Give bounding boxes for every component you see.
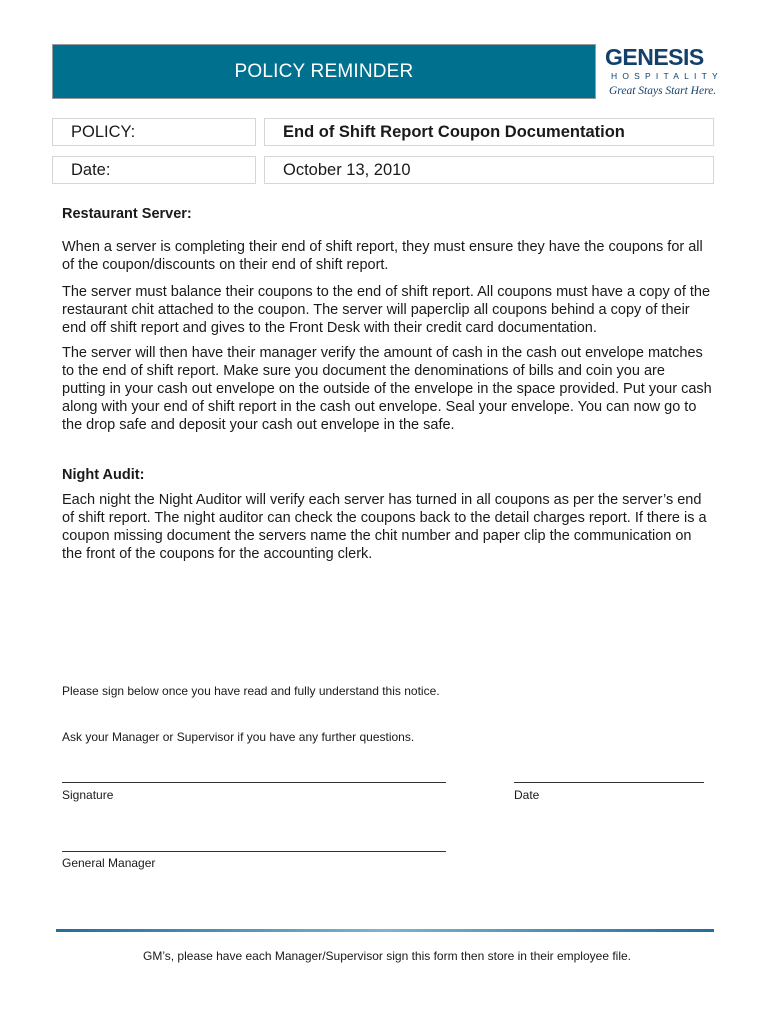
date-value: October 13, 2010 (283, 161, 411, 179)
restaurant-server-paragraph-1: When a server is completing their end of shift report, they must ensure they have the coupons for all of the coupon/discounts on their end of shift report. (62, 239, 703, 273)
general-manager-label: General Manager (62, 856, 156, 870)
date-signature-label: Date (514, 788, 540, 802)
logo-subtitle: HOSPITALITY (611, 71, 723, 81)
logo-wordmark: GENESIS (605, 44, 704, 70)
general-manager-line[interactable] (62, 851, 446, 852)
policy-value: End of Shift Report Coupon Documentation (283, 123, 625, 141)
logo-tagline: Great Stays Start Here. (609, 85, 717, 97)
night-audit-paragraph: Each night the Night Auditor will verify each server has turned in all coupons as per the server’s end of shift report. The night auditor can check the coupons back to the detail charges report. If there is a coupon missing document the servers name the chit number and paper clip the communication on the front of the coupons for the accounting clerk. (62, 492, 707, 562)
restaurant-server-paragraph-3: The server will then have their manager verify the amount of cash in the cash out envelope matches to the end of shift report. Make sure you document the denominations of bills and coin you are putting in your cash out envelope on the outside of the envelope in the space provided. Put your cash along with your end of shift report in the cash out envelope. Seal your envelope. You can now go to the drop safe and deposit your cash out envelope in the safe. (62, 345, 712, 433)
sign-instruction: Please sign below once you have read and fully understand this notice. (62, 684, 440, 698)
questions-note: Ask your Manager or Supervisor if you have any further questions. (62, 730, 415, 744)
policy-banner (52, 44, 596, 99)
banner-title: POLICY REMINDER (234, 61, 414, 82)
date-signature-line[interactable] (514, 782, 704, 783)
genesis-logo (605, 44, 723, 102)
footer-rule (56, 929, 714, 932)
policy-value-cell (264, 118, 714, 146)
policy-label: POLICY: (71, 123, 136, 141)
restaurant-server-paragraph-2: The server must balance their coupons to the end of shift report. All coupons must have a copy of the restaurant chit attached to the coupon. The server will paperclip all coupons behind a copy of their end off shift report and gives to the Front Desk with their credit card documentation. (62, 284, 711, 336)
date-label: Date: (71, 161, 111, 179)
footer-note: GM’s, please have each Manager/Supervisor sign this form then store in their employee file. (142, 949, 632, 963)
signature-label: Signature (62, 788, 114, 802)
date-value-cell (264, 156, 714, 184)
policy-label-cell (52, 118, 256, 146)
signature-line[interactable] (62, 782, 446, 783)
date-label-cell (52, 156, 256, 184)
night-audit-heading: Night Audit: (62, 467, 145, 483)
restaurant-server-heading: Restaurant Server: (62, 206, 192, 222)
